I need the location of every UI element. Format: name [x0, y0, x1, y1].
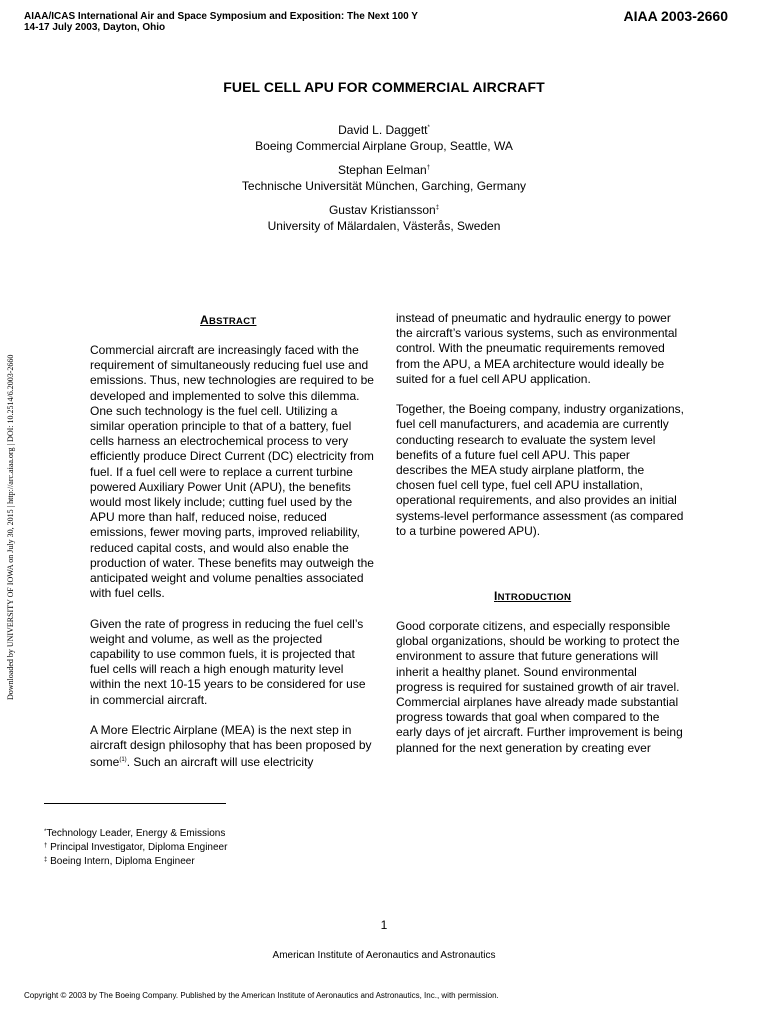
right-paragraph-2: Together, the Boeing company, industry organizations, fuel cell manufacturers, and academia are currently conducting research to evaluate the system level benefits of a future fuel cell APU. This paper describes the MEA study airplane platform, the chosen fuel cell type, fuel cell APU installation, operational requirements, and also provides an initial systems-level performance assessment (as compared to a turbine powered APU).	[396, 402, 684, 538]
author-name: David L. Daggett	[338, 123, 428, 137]
footnotes	[44, 826, 227, 868]
abstract-p3-tail: . Such an aircraft will use electricity	[126, 755, 314, 770]
footnote-1	[44, 826, 227, 840]
author-affiliation: University of Mälardalen, Västerås, Sweden	[267, 219, 501, 233]
abstract-p3-text: A More Electric Airplane (MEA) is the next step in aircraft design philosophy that has been proposed by some	[90, 723, 372, 770]
author-1	[0, 120, 768, 154]
left-column	[90, 343, 374, 786]
institute-footer: American Institute of Aeronautics and Astronautics	[272, 950, 496, 961]
footnote-text: Technology Leader, Energy & Emissions	[46, 828, 226, 839]
author-mark: *	[427, 125, 430, 131]
author-3	[0, 200, 768, 234]
right-paragraph-1: instead of pneumatic and hydraulic energy to power the aircraft’s various systems, such as environmental control. With the pneumatic requirements removed from the APU, a MEA architecture would ideally be suited for a fuel cell APU application.	[396, 311, 678, 386]
conference-date-location: 14-17 July 2003, Dayton, Ohio	[24, 22, 166, 33]
footnote-3	[44, 854, 227, 868]
conference-header	[24, 11, 418, 33]
right-column	[396, 311, 684, 554]
footnote-mark: ‡	[44, 857, 48, 863]
author-block	[0, 120, 768, 240]
paper-id: AIAA 2003-2660	[623, 8, 728, 24]
footnote-text: Boeing Intern, Diploma Engineer	[47, 856, 195, 867]
introduction-body	[396, 619, 684, 771]
copyright-notice: Copyright © 2003 by The Boeing Company. Published by the American Institute of Aeronautics and Astronautics, Inc., with permission.	[24, 991, 499, 1000]
footnote-2	[44, 840, 227, 854]
introduction-heading	[494, 589, 571, 603]
author-name: Stephan Eelman	[337, 163, 427, 177]
download-side-note: Downloaded by UNIVERSITY OF IOWA on July 30, 2015 | http://arc.aiaa.org | DOI: 10.2514/6.2003-2660	[6, 354, 15, 700]
author-mark: ‡	[435, 205, 440, 211]
reference-mark: (1)	[119, 757, 127, 764]
abstract-heading-initial: A	[200, 313, 209, 327]
introduction-heading-rest: NTRODUCTION	[497, 592, 572, 603]
footnote-mark: †	[44, 843, 48, 849]
introduction-heading-initial: I	[494, 589, 498, 603]
footnote-mark: *	[44, 829, 47, 835]
abstract-paragraph-1: Commercial aircraft are increasingly faced with the requirement of simultaneously reducing fuel use and emissions. Thus, new technologies are required to be developed and implemented to solve this dilemma. One such technology is the fuel cell. Utilizing a similar operation principle to that of a battery, fuel cells harness an electrochemical process to very efficiently produce Direct Current (DC) electricity from fuel. If a fuel cell were to replace a current turbine powered Auxiliary Power Unit (APU), the benefits would most likely include; cutting fuel used by the APU more than half, reduced noise, reduced emissions, fewer moving parts, improved reliability, reduced capital costs, and would also enable the production of water. These benefits may outweigh the anticipated weight and volume penalties associated with fuel cells.	[90, 343, 374, 601]
author-affiliation: Technische Universität München, Garching, Germany	[241, 179, 527, 193]
author-affiliation: Boeing Commercial Airplane Group, Seattle, WA	[255, 139, 513, 153]
page-number: 1	[380, 918, 388, 932]
abstract-heading-rest: BSTRACT	[208, 316, 257, 327]
paper-title: FUEL CELL APU FOR COMMERCIAL AIRCRAFT	[223, 79, 545, 95]
footnote-rule	[44, 803, 226, 804]
introduction-paragraph-1: Good corporate citizens, and especially responsible global organizations, should be working to protect the environment to assure that future generations will inherit a healthy planet. Sound environmental progress is required for sustained growth of air travel. Commercial airplanes have already made substantial progress towards that goal when compared to the early days of jet aircraft. Further improvement is being planned for the next generation by creating ever	[396, 619, 683, 755]
abstract-heading	[200, 313, 256, 327]
conference-title: AIAA/ICAS International Air and Space Symposium and Exposition: The Next 100 Y	[24, 11, 418, 22]
footnote-text: Principal Investigator, Diploma Engineer	[47, 842, 228, 853]
author-mark: †	[426, 165, 431, 171]
abstract-paragraph-3	[90, 723, 374, 771]
author-2	[0, 160, 768, 194]
author-name: Gustav Kristiansson	[328, 203, 436, 217]
abstract-paragraph-2: Given the rate of progress in reducing the fuel cell’s weight and volume, as well as the projected capability to use common fuels, it is projected that fuel cells will reach a high enough maturity level within the next 10-15 years to be considered for use in commercial aircraft.	[90, 616, 366, 707]
